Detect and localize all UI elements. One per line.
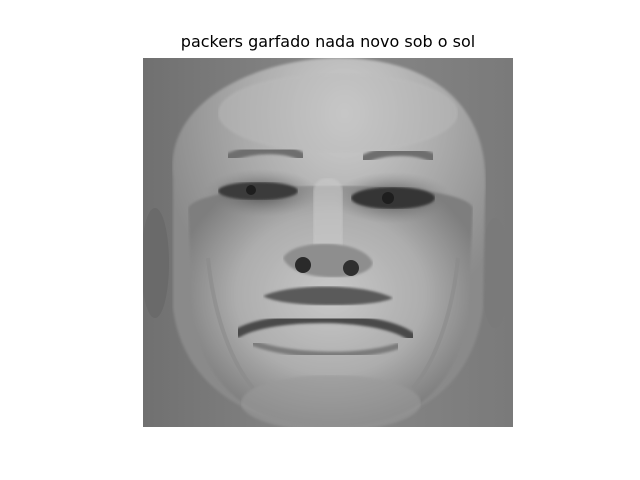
left-nostril [295,257,311,273]
face-image [143,58,513,427]
left-pupil [246,185,256,195]
left-eye [218,182,298,200]
right-nostril [343,260,359,276]
face-image-drawing [143,58,513,427]
figure-title: packers garfado nada novo sob o sol [180,32,476,51]
forehead-highlight [218,73,458,153]
right-ear [481,218,509,328]
right-pupil [382,192,394,204]
